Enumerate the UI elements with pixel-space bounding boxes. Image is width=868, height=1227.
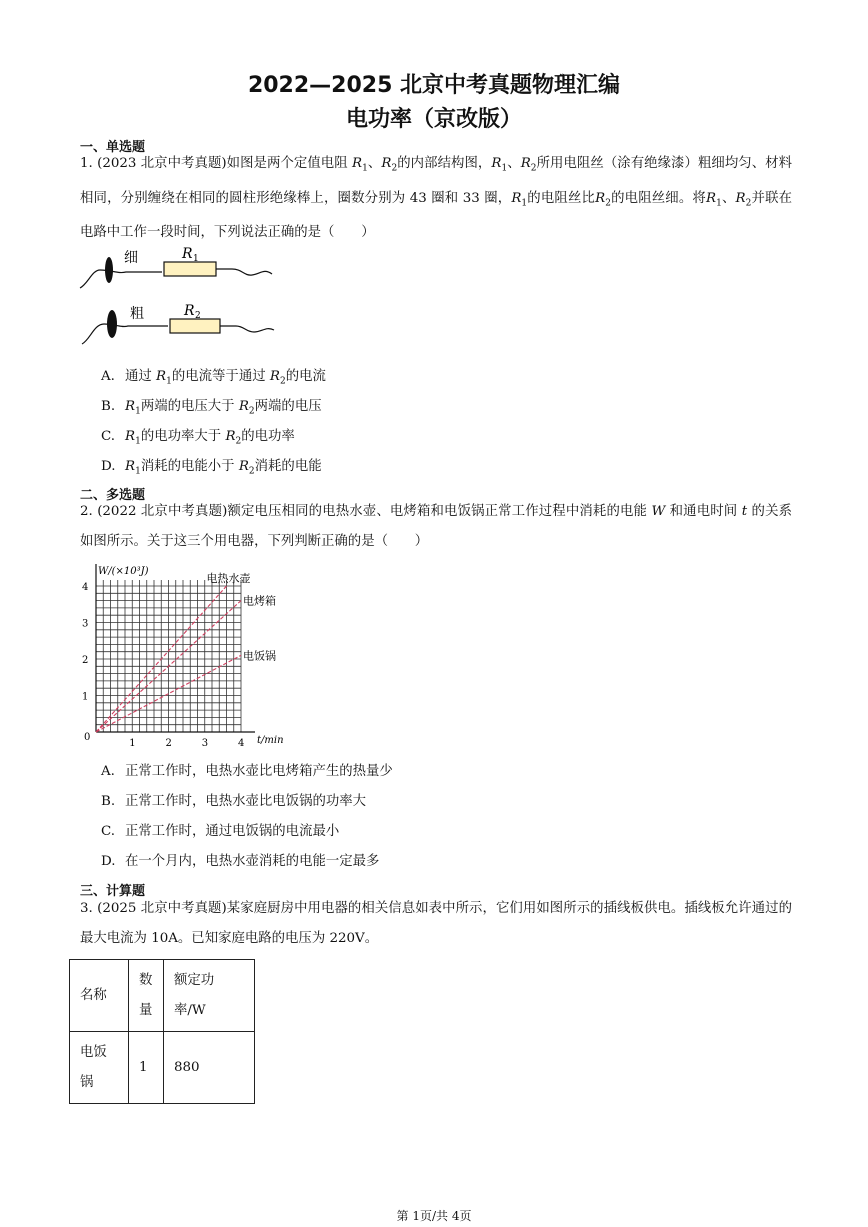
section-heading-multi-choice: 二、多选题: [80, 488, 146, 503]
q1-option-a[interactable]: A. 通过 $R_1$的电流等于通过 $R_2$的电流: [101, 369, 326, 387]
question-1-stem: 1. (2023 北京中考真题)如图是两个定值电阻 $R_1$、$R_2$的内部结构图，$R_1$、$R_2$所用电阻丝（涂有绝缘漆）粗细均匀、材料相同，分别缠绕在相同的圆柱形绝缘棒上，圈数分别为 43 圈和 33 圈，$R_1$的电阻丝比$R_2$的电阻丝细。将$R_1$、$R_2$并联在电路中工作一段时间，下列说法正确的是（ ）: [80, 156, 793, 241]
series-label: 电热水壶: [206, 572, 251, 585]
resistor-structure-figure: [78, 240, 278, 352]
page-title: 2022—2025 北京中考真题物理汇编: [247, 73, 621, 98]
y-axis-label: W/(×10³J): [98, 566, 149, 577]
q1-option-d[interactable]: D. $R_1$消耗的电能小于 $R_2$消耗的电能: [101, 459, 322, 477]
svg-text:1: 1: [193, 254, 199, 264]
series-label: 电烤箱: [243, 594, 276, 608]
x-tick-label: 1: [129, 738, 136, 749]
question-source: (2025 北京中考真题): [97, 901, 227, 916]
origin-label: 0: [84, 732, 91, 743]
coil-thin: [105, 257, 113, 283]
resistor-r2: [170, 319, 220, 333]
series-label: 电饭锅: [243, 649, 276, 663]
appliance-table: [69, 959, 255, 1104]
page-number: 第 1页/共 4页: [396, 1209, 472, 1223]
energy-time-chart: [74, 560, 304, 752]
table-cell: 电饭锅: [70, 1032, 129, 1104]
table-header-cell: 额定功率/W: [164, 960, 255, 1032]
q1-option-c[interactable]: C. $R_1$的电功率大于 $R_2$的电功率: [101, 429, 295, 447]
y-tick-label: 1: [82, 691, 89, 703]
y-tick-label: 4: [82, 582, 89, 593]
table-row: [70, 1032, 255, 1104]
table-header-cell: 名称: [70, 960, 129, 1032]
svg-text:R: R: [182, 246, 193, 262]
x-tick-label: 4: [238, 738, 245, 749]
q2-option-c[interactable]: C. 正常工作时，通过电饭锅的电流最小: [101, 824, 340, 839]
label-thin: 细: [124, 250, 138, 266]
y-tick-label: 3: [82, 618, 89, 630]
svg-text:R: R: [184, 303, 195, 319]
label-thick: 粗: [130, 306, 144, 322]
q2-option-b[interactable]: B. 正常工作时，电热水壶比电饭锅的功率大: [101, 794, 367, 809]
resistor-r1: [164, 262, 216, 276]
question-source: (2022 北京中考真题): [97, 504, 228, 519]
question-source: (2023 北京中考真题): [97, 156, 227, 171]
q2-option-d[interactable]: D. 在一个月内，电热水壶消耗的电能一定最多: [101, 854, 380, 869]
x-tick-label: 3: [201, 738, 209, 749]
table-header-row: [70, 960, 255, 1032]
section-heading-single-choice: 一、单选题: [80, 140, 146, 155]
x-axis-label: t/min: [257, 735, 284, 746]
question-3-stem: 3. (2025 北京中考真题)某家庭厨房中用电器的相关信息如表中所示，它们用如图所示的插线板供电。插线板允许通过的最大电流为 10A。已知家庭电路的电压为 220V。: [80, 901, 792, 946]
svg-text:2: 2: [195, 311, 201, 321]
coil-thick: [107, 310, 117, 338]
table-cell: 880: [164, 1032, 255, 1104]
table-header-cell: 数量: [129, 960, 164, 1032]
table-cell: 1: [129, 1032, 164, 1104]
y-tick-label: 2: [82, 655, 89, 666]
section-heading-calculation: 三、计算题: [80, 884, 146, 899]
question-2-stem: 2. (2022 北京中考真题)额定电压相同的电热水壶、电烤箱和电饭锅正常工作过程中消耗的电能 W 和通电时间 t 的关系如图所示。关于这三个用电器，下列判断正确的是（ ）: [80, 504, 792, 549]
x-tick-label: 2: [165, 738, 172, 749]
q1-option-b[interactable]: B. $R_1$两端的电压大于 $R_2$两端的电压: [101, 399, 322, 417]
page-subtitle: 电功率（京改版）: [345, 107, 522, 132]
q2-option-a[interactable]: A. 正常工作时，电热水壶比电烤箱产生的热量少: [101, 764, 393, 779]
